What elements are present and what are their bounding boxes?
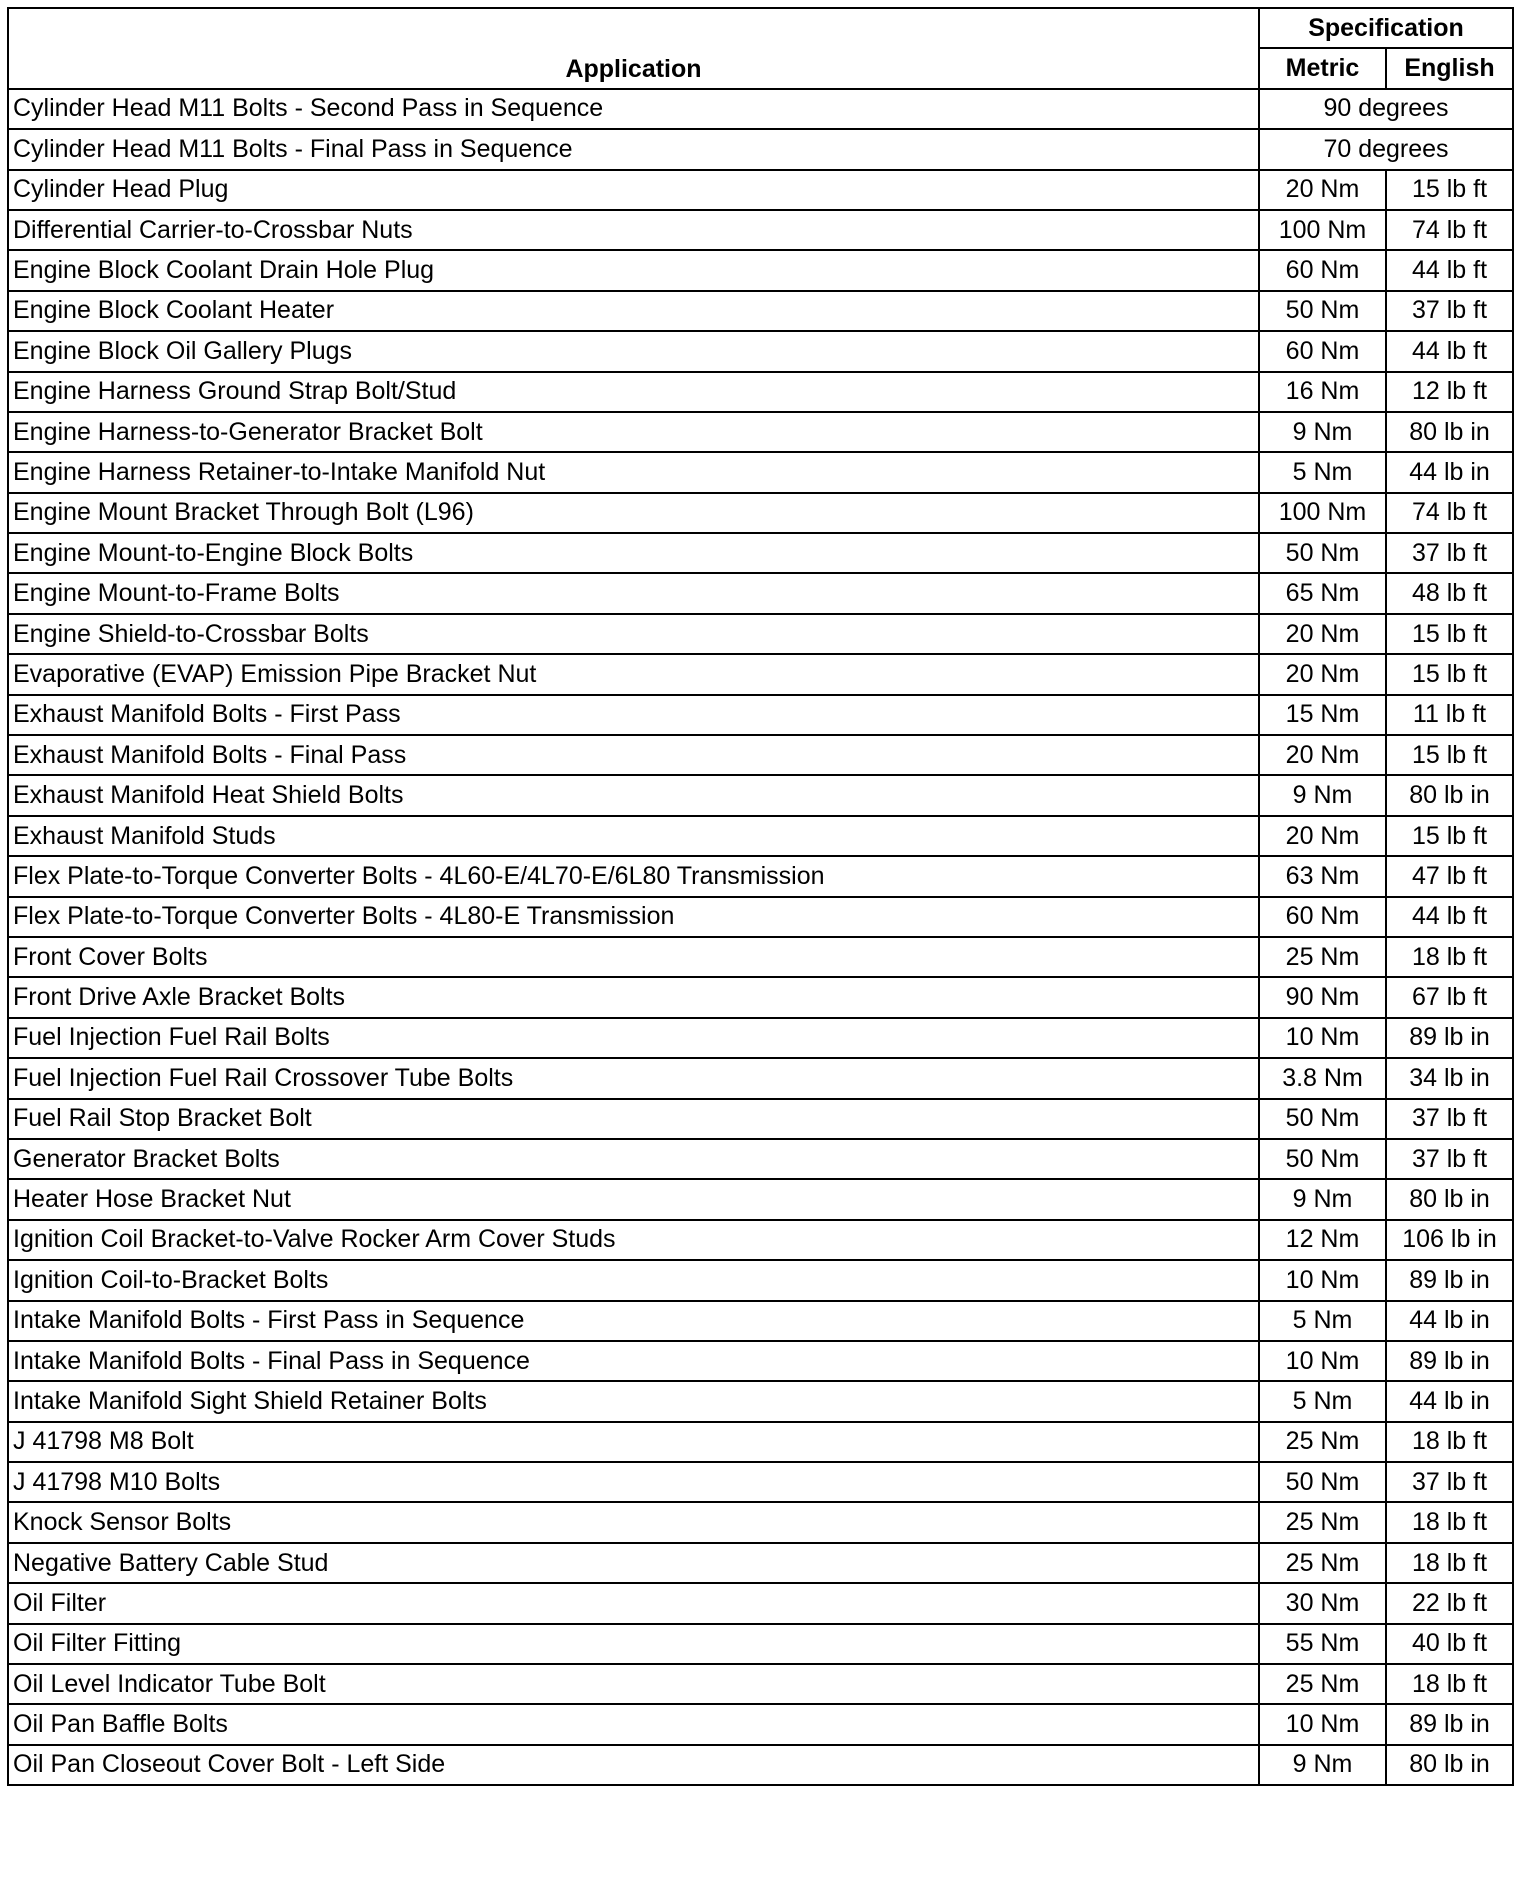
metric-cell: 20 Nm	[1259, 735, 1386, 775]
application-cell: Front Cover Bolts	[8, 937, 1259, 977]
application-cell: Oil Filter	[8, 1583, 1259, 1623]
table-row	[8, 170, 1513, 210]
english-cell: 44 lb ft	[1386, 331, 1513, 371]
table-row	[8, 735, 1513, 775]
application-cell: Cylinder Head M11 Bolts - Final Pass in Sequence	[8, 129, 1259, 169]
metric-cell: 25 Nm	[1259, 1543, 1386, 1583]
english-cell: 80 lb in	[1386, 775, 1513, 815]
table-row	[8, 654, 1513, 694]
table-row	[8, 250, 1513, 290]
english-cell: 80 lb in	[1386, 1179, 1513, 1219]
table-row	[8, 331, 1513, 371]
table-row	[8, 1301, 1513, 1341]
application-cell: Intake Manifold Bolts - Final Pass in Sequence	[8, 1341, 1259, 1381]
application-cell: Generator Bracket Bolts	[8, 1139, 1259, 1179]
metric-cell: 25 Nm	[1259, 1664, 1386, 1704]
english-cell: 18 lb ft	[1386, 1664, 1513, 1704]
table-row	[8, 573, 1513, 613]
english-cell: 89 lb in	[1386, 1018, 1513, 1058]
application-cell: Negative Battery Cable Stud	[8, 1543, 1259, 1583]
table-row	[8, 1664, 1513, 1704]
application-cell: Oil Pan Baffle Bolts	[8, 1704, 1259, 1744]
english-cell: 12 lb ft	[1386, 372, 1513, 412]
metric-cell: 50 Nm	[1259, 291, 1386, 331]
table-row	[8, 1543, 1513, 1583]
table-row	[8, 614, 1513, 654]
metric-cell: 20 Nm	[1259, 816, 1386, 856]
english-cell: 74 lb ft	[1386, 210, 1513, 250]
metric-cell: 63 Nm	[1259, 856, 1386, 896]
metric-cell: 9 Nm	[1259, 1745, 1386, 1785]
english-cell: 22 lb ft	[1386, 1583, 1513, 1623]
specification-header: Specification	[1259, 8, 1513, 48]
application-cell: Intake Manifold Sight Shield Retainer Bolts	[8, 1381, 1259, 1421]
application-cell: Engine Harness Ground Strap Bolt/Stud	[8, 372, 1259, 412]
application-cell: Engine Block Oil Gallery Plugs	[8, 331, 1259, 371]
metric-cell: 15 Nm	[1259, 695, 1386, 735]
metric-cell: 100 Nm	[1259, 210, 1386, 250]
english-header: English	[1386, 48, 1513, 88]
application-header: Application	[8, 8, 1259, 89]
table-row	[8, 1179, 1513, 1219]
english-cell: 44 lb ft	[1386, 250, 1513, 290]
table-row	[8, 977, 1513, 1017]
table-row	[8, 1462, 1513, 1502]
table-row	[8, 1745, 1513, 1785]
english-cell: 37 lb ft	[1386, 533, 1513, 573]
english-cell: 18 lb ft	[1386, 1543, 1513, 1583]
application-cell: Oil Filter Fitting	[8, 1624, 1259, 1664]
metric-cell: 50 Nm	[1259, 533, 1386, 573]
metric-cell: 65 Nm	[1259, 573, 1386, 613]
metric-cell: 5 Nm	[1259, 452, 1386, 492]
application-cell: Flex Plate-to-Torque Converter Bolts - 4L80-E Transmission	[8, 897, 1259, 937]
metric-cell: 50 Nm	[1259, 1099, 1386, 1139]
metric-cell: 50 Nm	[1259, 1462, 1386, 1502]
application-cell: Engine Mount Bracket Through Bolt (L96)	[8, 493, 1259, 533]
english-cell: 106 lb in	[1386, 1220, 1513, 1260]
table-row	[8, 856, 1513, 896]
metric-cell: 60 Nm	[1259, 897, 1386, 937]
english-cell: 15 lb ft	[1386, 170, 1513, 210]
table-row	[8, 1139, 1513, 1179]
table-row	[8, 1502, 1513, 1542]
table-row	[8, 372, 1513, 412]
english-cell: 80 lb in	[1386, 1745, 1513, 1785]
english-cell: 18 lb ft	[1386, 1422, 1513, 1462]
table-row	[8, 210, 1513, 250]
application-cell: Intake Manifold Bolts - First Pass in Sequence	[8, 1301, 1259, 1341]
table-row	[8, 1058, 1513, 1098]
table-row	[8, 1704, 1513, 1744]
application-cell: Engine Shield-to-Crossbar Bolts	[8, 614, 1259, 654]
application-cell: Fuel Injection Fuel Rail Crossover Tube Bolts	[8, 1058, 1259, 1098]
application-cell: Engine Harness-to-Generator Bracket Bolt	[8, 412, 1259, 452]
metric-cell: 50 Nm	[1259, 1139, 1386, 1179]
english-cell: 15 lb ft	[1386, 816, 1513, 856]
english-cell: 34 lb in	[1386, 1058, 1513, 1098]
english-cell: 89 lb in	[1386, 1341, 1513, 1381]
metric-cell: 20 Nm	[1259, 170, 1386, 210]
metric-cell: 25 Nm	[1259, 1502, 1386, 1542]
table-row	[8, 1018, 1513, 1058]
table-row	[8, 1099, 1513, 1139]
application-cell: Oil Pan Closeout Cover Bolt - Left Side	[8, 1745, 1259, 1785]
metric-cell: 20 Nm	[1259, 654, 1386, 694]
english-cell: 44 lb ft	[1386, 897, 1513, 937]
english-cell: 18 lb ft	[1386, 1502, 1513, 1542]
application-cell: Engine Block Coolant Drain Hole Plug	[8, 250, 1259, 290]
metric-cell: 60 Nm	[1259, 250, 1386, 290]
application-cell: Knock Sensor Bolts	[8, 1502, 1259, 1542]
table-row	[8, 493, 1513, 533]
application-cell: Exhaust Manifold Bolts - Final Pass	[8, 735, 1259, 775]
metric-cell: 25 Nm	[1259, 1422, 1386, 1462]
application-cell: Heater Hose Bracket Nut	[8, 1179, 1259, 1219]
table-row	[8, 1381, 1513, 1421]
table-row	[8, 937, 1513, 977]
metric-cell: 20 Nm	[1259, 614, 1386, 654]
metric-cell: 9 Nm	[1259, 775, 1386, 815]
english-cell: 15 lb ft	[1386, 654, 1513, 694]
application-cell: Engine Harness Retainer-to-Intake Manifold Nut	[8, 452, 1259, 492]
metric-cell: 16 Nm	[1259, 372, 1386, 412]
metric-cell: 9 Nm	[1259, 1179, 1386, 1219]
english-cell: 37 lb ft	[1386, 1099, 1513, 1139]
english-cell: 37 lb ft	[1386, 291, 1513, 331]
table-row	[8, 1220, 1513, 1260]
table-row	[8, 775, 1513, 815]
english-cell: 48 lb ft	[1386, 573, 1513, 613]
table-row	[8, 816, 1513, 856]
metric-cell: 10 Nm	[1259, 1260, 1386, 1300]
english-cell: 37 lb ft	[1386, 1462, 1513, 1502]
metric-cell: 3.8 Nm	[1259, 1058, 1386, 1098]
metric-cell: 55 Nm	[1259, 1624, 1386, 1664]
english-cell: 11 lb ft	[1386, 695, 1513, 735]
table-row	[8, 89, 1513, 129]
application-cell: Exhaust Manifold Bolts - First Pass	[8, 695, 1259, 735]
application-cell: Differential Carrier-to-Crossbar Nuts	[8, 210, 1259, 250]
english-cell: 18 lb ft	[1386, 937, 1513, 977]
table-row	[8, 1422, 1513, 1462]
metric-cell: 25 Nm	[1259, 937, 1386, 977]
english-cell: 44 lb in	[1386, 452, 1513, 492]
metric-cell: 100 Nm	[1259, 493, 1386, 533]
english-cell: 89 lb in	[1386, 1260, 1513, 1300]
application-cell: Engine Mount-to-Frame Bolts	[8, 573, 1259, 613]
english-cell: 40 lb ft	[1386, 1624, 1513, 1664]
application-cell: Engine Mount-to-Engine Block Bolts	[8, 533, 1259, 573]
english-cell: 15 lb ft	[1386, 735, 1513, 775]
metric-cell: 12 Nm	[1259, 1220, 1386, 1260]
english-cell: 74 lb ft	[1386, 493, 1513, 533]
application-cell: Front Drive Axle Bracket Bolts	[8, 977, 1259, 1017]
application-cell: Exhaust Manifold Heat Shield Bolts	[8, 775, 1259, 815]
metric-header: Metric	[1259, 48, 1386, 88]
application-cell: Exhaust Manifold Studs	[8, 816, 1259, 856]
english-cell: 67 lb ft	[1386, 977, 1513, 1017]
english-cell: 89 lb in	[1386, 1704, 1513, 1744]
application-cell: J 41798 M8 Bolt	[8, 1422, 1259, 1462]
english-cell: 44 lb in	[1386, 1301, 1513, 1341]
metric-cell: 5 Nm	[1259, 1381, 1386, 1421]
table-row	[8, 1341, 1513, 1381]
table-row	[8, 412, 1513, 452]
application-cell: Evaporative (EVAP) Emission Pipe Bracket Nut	[8, 654, 1259, 694]
english-cell: 15 lb ft	[1386, 614, 1513, 654]
table-row	[8, 129, 1513, 169]
application-cell: Engine Block Coolant Heater	[8, 291, 1259, 331]
metric-cell: 10 Nm	[1259, 1341, 1386, 1381]
specification-cell: 90 degrees	[1259, 89, 1513, 129]
application-cell: Fuel Rail Stop Bracket Bolt	[8, 1099, 1259, 1139]
table-row	[8, 897, 1513, 937]
application-cell: Cylinder Head M11 Bolts - Second Pass in Sequence	[8, 89, 1259, 129]
table-row	[8, 695, 1513, 735]
metric-cell: 10 Nm	[1259, 1018, 1386, 1058]
table-row	[8, 291, 1513, 331]
table-row	[8, 452, 1513, 492]
english-cell: 44 lb in	[1386, 1381, 1513, 1421]
application-cell: Ignition Coil-to-Bracket Bolts	[8, 1260, 1259, 1300]
spec-table-body	[8, 89, 1513, 1785]
english-cell: 47 lb ft	[1386, 856, 1513, 896]
specification-cell: 70 degrees	[1259, 129, 1513, 169]
table-row	[8, 1260, 1513, 1300]
application-cell: J 41798 M10 Bolts	[8, 1462, 1259, 1502]
metric-cell: 5 Nm	[1259, 1301, 1386, 1341]
torque-spec-table	[7, 7, 1514, 1786]
english-cell: 80 lb in	[1386, 412, 1513, 452]
application-cell: Cylinder Head Plug	[8, 170, 1259, 210]
application-cell: Oil Level Indicator Tube Bolt	[8, 1664, 1259, 1704]
table-row	[8, 533, 1513, 573]
metric-cell: 90 Nm	[1259, 977, 1386, 1017]
application-cell: Flex Plate-to-Torque Converter Bolts - 4L60-E/4L70-E/6L80 Transmission	[8, 856, 1259, 896]
table-row	[8, 1583, 1513, 1623]
metric-cell: 60 Nm	[1259, 331, 1386, 371]
table-row	[8, 1624, 1513, 1664]
metric-cell: 10 Nm	[1259, 1704, 1386, 1744]
english-cell: 37 lb ft	[1386, 1139, 1513, 1179]
application-cell: Ignition Coil Bracket-to-Valve Rocker Arm Cover Studs	[8, 1220, 1259, 1260]
metric-cell: 30 Nm	[1259, 1583, 1386, 1623]
metric-cell: 9 Nm	[1259, 412, 1386, 452]
application-cell: Fuel Injection Fuel Rail Bolts	[8, 1018, 1259, 1058]
